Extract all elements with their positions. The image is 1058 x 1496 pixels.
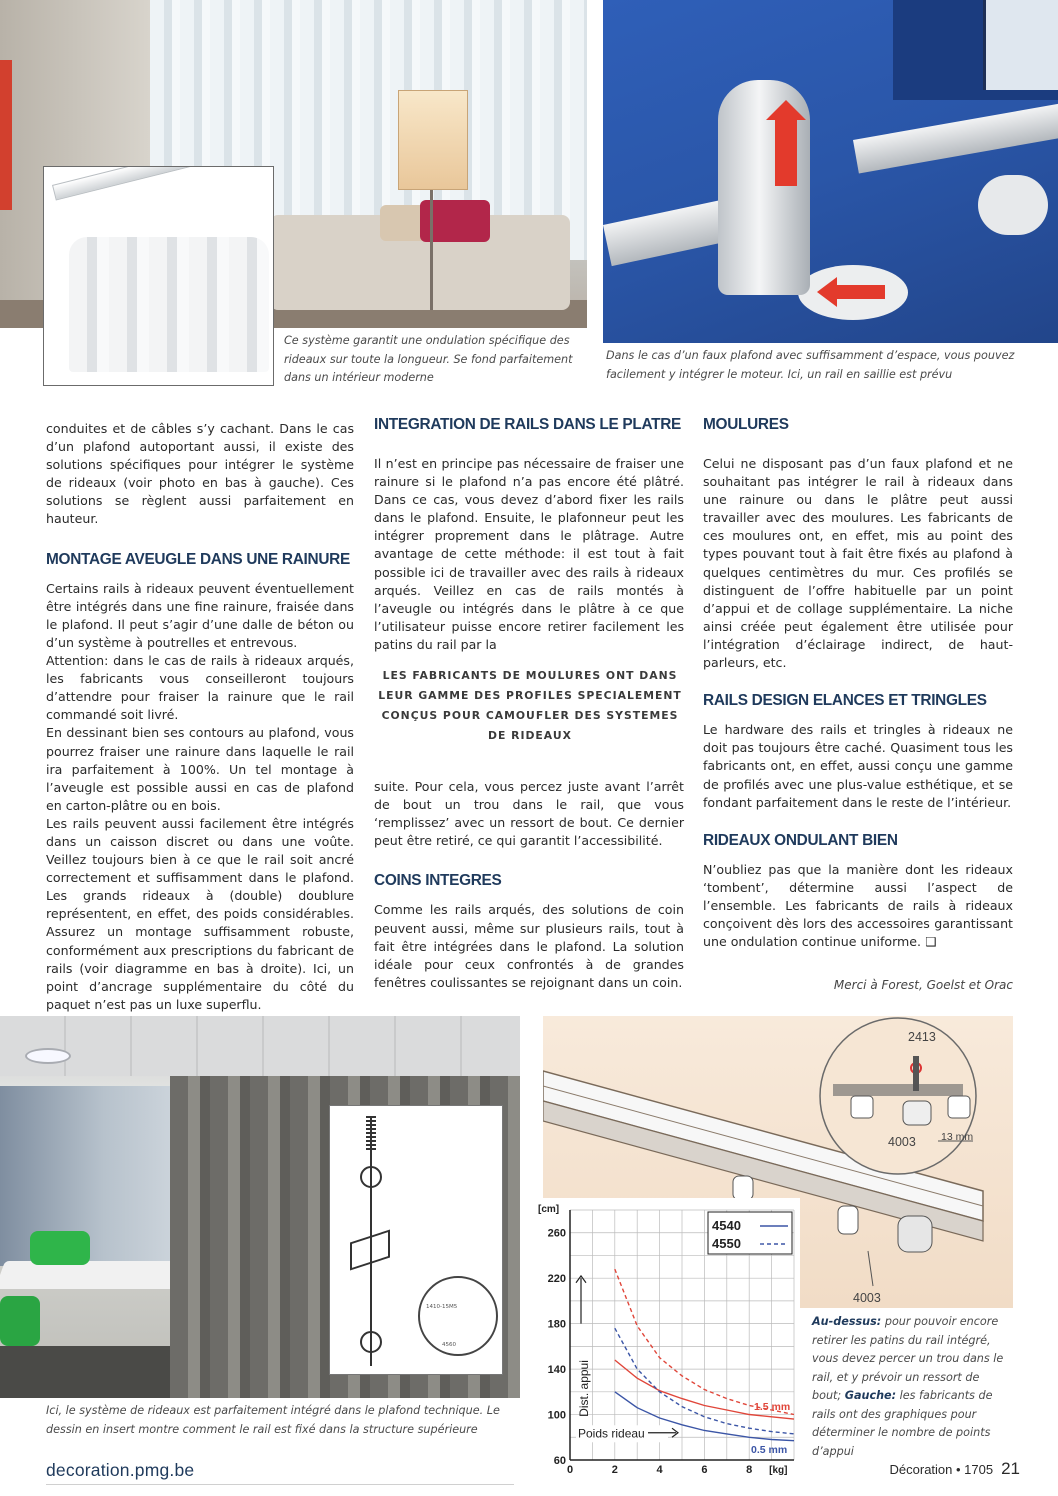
inset-label: 4560 xyxy=(442,1342,456,1348)
pull-quote: LES FABRICANTS DE MOULURES ONT DANS LEUR GAMME DES PROFILES SPECIALEMENT CONÇUS POUR CAMOUFLER DES SYSTEMES DE RIDEAUX xyxy=(378,669,682,742)
column-2-top xyxy=(374,455,684,654)
heading-design: RAILS DESIGN ELANCES ET TRINGLES xyxy=(703,692,987,710)
support-distance-chart xyxy=(536,1198,800,1480)
annotation-label: 0.5 mm xyxy=(751,1444,788,1457)
caption-lead: Au-dessus: xyxy=(812,1315,882,1328)
legend-label: 4540 xyxy=(712,1218,741,1233)
legend-label: 4550 xyxy=(712,1236,741,1251)
y-unit-label: [cm] xyxy=(538,1204,560,1215)
x-axis-label: Poids rideau xyxy=(578,1426,645,1441)
heading-ondulant: RIDEAUX ONDULANT BIEN xyxy=(703,831,898,849)
paragraph-text: N’oubliez pas que la manière dont les rideaux ‘tombent’, détermine aussi l’aspect de l’ensemble. Les fabricants de rails à rideaux conçoivent dès lors des accessoires garantissant une ondulation continue uniforme. xyxy=(703,861,1013,950)
y-tick-label: 260 xyxy=(547,1227,566,1240)
caption-lead: Gauche: xyxy=(844,1389,897,1402)
paragraph: En dessinant bien ses contours au plafond, vous pourrez fraiser une rainure dans laquelle le rail ira parfaitement à 100%. Un tel montage à l’aveugle est possible aussi en cas de plafond en carton-plâtre ou en bois. xyxy=(46,725,354,813)
credit-line: Merci à Forest, Goelst et Orac xyxy=(833,978,1013,992)
x-tick-label: 2 xyxy=(611,1464,618,1476)
footer-divider xyxy=(46,1484,514,1485)
y-tick-label: 140 xyxy=(547,1364,566,1377)
heading-integration: INTEGRATION DE RAILS DANS LE PLATRE xyxy=(374,416,682,433)
paragraph: Attention: dans le cas de rails à rideaux arqués, les fabricants vous conseilleront toujours d’attendre pour fraiser la rainure que le rail commandé soit livré. xyxy=(46,653,354,723)
arrow-left-icon xyxy=(835,285,885,299)
rail-inset-photo xyxy=(43,166,274,386)
paragraph xyxy=(703,861,1013,951)
magazine-issue: Décoration • 1705 xyxy=(889,1462,994,1477)
caption-text: pour pouvoir encore retirer les patins du rail intégré, vous devez percer un trou dans le rail, et y prévoir un ressort de bout; xyxy=(812,1315,1004,1402)
part-label: 4003 xyxy=(888,1135,916,1149)
hook-inset-drawing xyxy=(329,1105,503,1375)
paragraph: Certains rails à rideaux peuvent éventuellement être intégrés dans une fine rainure, fraisée dans le plafond. Il peut s’agir d’une dalle de béton ou d’un système à poutrelles et entrevous. xyxy=(46,580,354,650)
heading-coins: COINS INTEGRES xyxy=(374,872,502,890)
paragraph: Il n’est en principe pas nécessaire de fraiser une rainure si le plafond n’a pas encore été plâtré. Dans ce cas, vous devez d’abord fixer les rails dans le plafond. Ensuite, le plafonneur peut les intégrer proprement dans le plâtrage. Autre avantage de cette méthode: il est tout à fait possible ici de travailler avec des rails à rideaux arqués. Veillez en cas de rails montés à l’aveugle ou intégrés dans le plâtre à ce que l’utilisateur puisse encore retirer facilement les patins du rail par la xyxy=(374,456,684,652)
paragraph: Le hardware des rails et tringles à rideaux ne doit pas toujours être caché. Quasiment tous les fabricants ont, en effet, aussi conçu une gamme de profilés avec une plus-value esthétique, et se fondant parfaitement dans le reste de l’intérieur. xyxy=(703,722,1013,810)
paragraph: Comme les rails arqués, des solutions de coin peuvent aussi, même sur plusieurs rails, tout à fait être intégrées dans le plafond. La solution idéale pour ceux confrontés à de grandes fenêtres coulissantes se rejoignant dans un coin. xyxy=(374,902,684,990)
x-unit-label: [kg] xyxy=(769,1465,788,1476)
y-tick-label: 220 xyxy=(547,1273,566,1286)
paragraph: conduites et de câbles s’y cachant. Dans le cas d’un plafond autoportant aussi, il existe des solutions spécifiques pour intégrer le système de rideaux (voir photo en bas à gauche). Ces solutions se règlent aussi parfaitement en hauteur. xyxy=(46,421,354,527)
part-label: 2413 xyxy=(908,1030,936,1044)
paragraph: suite. Pour cela, vous percez juste avant l’arrêt de bout un trou dans le rail, que vous ‘remplissez’ avec un ressort de bout. Ce dernier peut être retiré, ce qui garantit l’accessibilité. xyxy=(374,779,684,849)
x-tick-label: 8 xyxy=(746,1464,753,1476)
column-1 xyxy=(46,420,354,1014)
y-tick-label: 60 xyxy=(553,1455,566,1467)
caption-motor: Dans le cas d’un faux plafond avec suffisamment d’espace, vous pouvez facilement y intégrer le moteur. Ici, un rail en saillie est prévu xyxy=(606,349,1015,381)
end-mark-icon: ❑ xyxy=(925,934,937,950)
motor-render-photo xyxy=(603,0,1058,343)
x-tick-label: 0 xyxy=(566,1464,574,1476)
caption-text: les fabricants de rails ont des graphiques pour déterminer le nombre de points d’appui xyxy=(812,1389,993,1458)
footer-issue xyxy=(780,1459,1020,1479)
y-axis-label: Dist. appui xyxy=(577,1360,591,1417)
footer-url[interactable]: decoration.pmg.be xyxy=(46,1460,195,1480)
paragraph: Celui ne disposant pas d’un faux plafond et ne souhaitant pas intégrer le rail à rideaux dans une rainure ou dans le plâtre peut aussi travailler avec des moulures. Les fabricants de ces moulures ont, en effet, mis au point des types pouvant tout à fait être fixés au plafond à quelques centimètres du mur. Ces profilés se distinguent de l’offre habituelle par un point d’appui et de collage supplémentaire. La niche ainsi créée peut également être utilisée pour l’intégration d’éclairage indirect, de haut-parleurs, etc. xyxy=(703,456,1013,671)
caption-living-room: Ce système garantit une ondulation spécifique des rideaux sur toute la longueur. Se fond parfaitement dans un intérieur moderne xyxy=(284,334,573,384)
page-number: 21 xyxy=(1001,1459,1020,1478)
inset-label: 1410-15M5 xyxy=(426,1304,458,1310)
paragraph: Les rails peuvent aussi facilement être intégrés dans un caisson discret ou dans une voûte. Veillez toujours bien à ce que le rail soit ancré correctement et suffisamment dans le plafond. Les grands rideaux à (double) doublure représentent, en effet, des poids considérables. Assurez un montage suffisamment robuste, conformément aux prescriptions du fabricant de rails (voir diagramme en bas à droite). Ici, un point d’ancrage supplémentaire du côté du paquet n’est pas un luxe superflu. xyxy=(46,815,354,1012)
arrow-up-icon xyxy=(775,118,797,186)
x-tick-label: 6 xyxy=(701,1464,708,1476)
column-3 xyxy=(703,455,1013,951)
annotation-label: 1.5 mm xyxy=(754,1401,791,1413)
caption-graph xyxy=(812,1313,1008,1461)
y-tick-label: 180 xyxy=(547,1318,566,1331)
y-tick-label: 100 xyxy=(547,1409,566,1422)
part-label: 4003 xyxy=(853,1291,881,1305)
heading-montage: MONTAGE AVEUGLE DANS UNE RAINURE xyxy=(46,550,350,568)
caption-office: Ici, le système de rideaux est parfaitement intégré dans le plafond technique. Le dessin en insert montre comment le rail est fixé dans la structure supérieure xyxy=(46,1404,500,1436)
dimension-label: 13 mm xyxy=(941,1131,974,1143)
column-2-bottom xyxy=(374,778,684,992)
x-tick-label: 4 xyxy=(656,1464,663,1476)
heading-moulures: MOULURES xyxy=(703,416,789,433)
